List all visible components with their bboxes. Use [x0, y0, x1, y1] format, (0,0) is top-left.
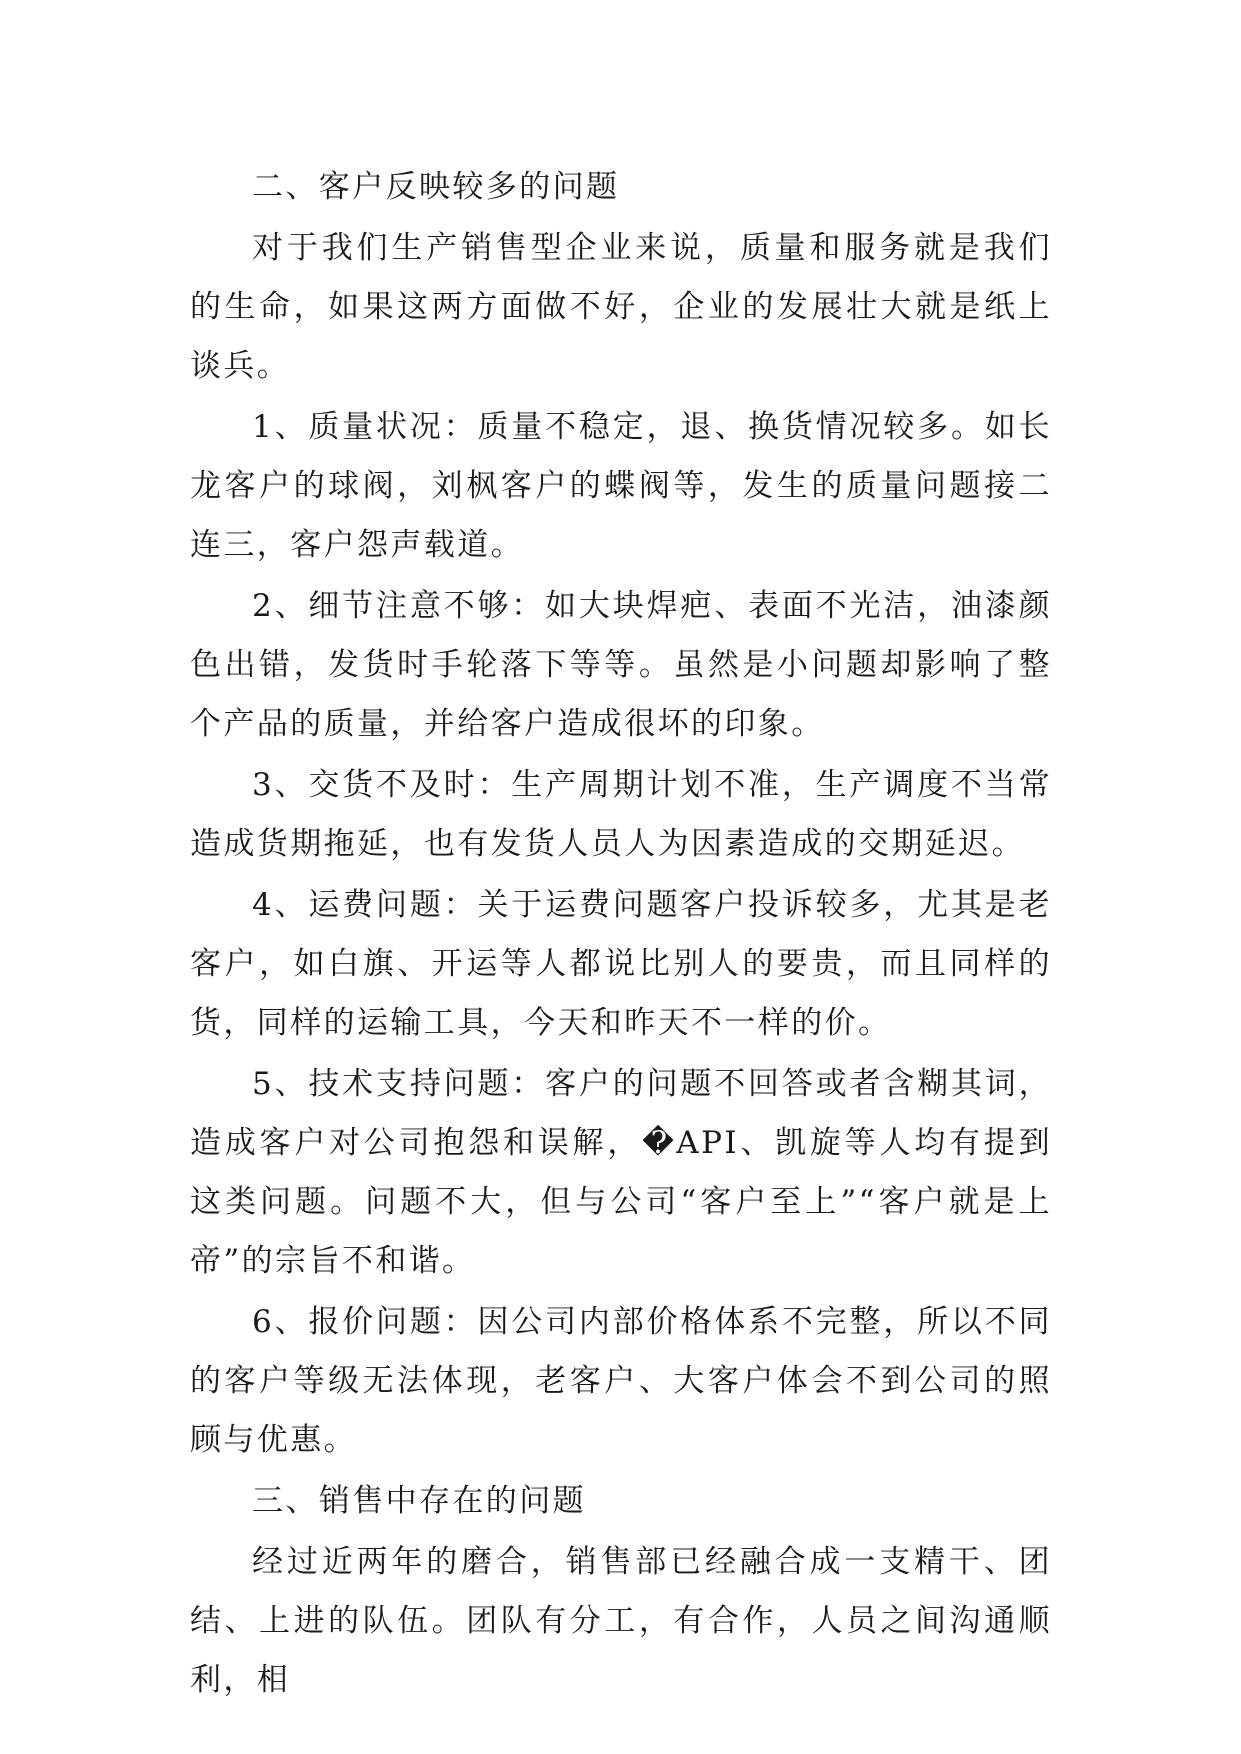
paragraph-team: 经过近两年的磨合，销售部已经融合成一支精干、团结、上进的队伍。团队有分工，有合作，人员之间沟通顺利，相 — [190, 1544, 1052, 1698]
paragraph-tech-support: 5、技术支持问题：客户的问题不回答或者含糊其词，造成客户对公司抱怨和误解，�API、凯旋等人均有提到这类问题。问题不大，但与公司“客户至上”“客户就是上帝”的宗旨不和谐。 — [190, 1066, 1052, 1279]
section-heading-customer-issues: 二、客户反映较多的问题 — [252, 169, 620, 205]
paragraph-freight: 4、运费问题：关于运费问题客户投诉较多，尤其是老客户，如白旗、开运等人都说比别人的要贵，而且同样的货，同样的运输工具，今天和昨天不一样的价。 — [190, 887, 1052, 1041]
section-heading-sales-issues: 三、销售中存在的问题 — [252, 1483, 586, 1519]
paragraph-quotation: 6、报价问题：因公司内部价格体系不完整，所以不同的客户等级无法体现，老客户、大客户体会不到公司的照顾与优惠。 — [190, 1304, 1052, 1458]
document-body — [190, 158, 1052, 1712]
paragraph-quality: 1、质量状况：质量不稳定，退、换货情况较多。如长龙客户的球阀，刘枫客户的蝶阀等，发生的质量问题接二连三，客户怨声载道。 — [190, 409, 1052, 563]
paragraph-intro: 对于我们生产销售型企业来说，质量和服务就是我们的生命，如果这两方面做不好，企业的发展壮大就是纸上谈兵。 — [190, 230, 1052, 384]
paragraph-delivery: 3、交货不及时：生产周期计划不准，生产调度不当常造成货期拖延，也有发货人员人为因素造成的交期延迟。 — [190, 767, 1052, 862]
paragraph-details: 2、细节注意不够：如大块焊疤、表面不光洁，油漆颜色出错，发货时手轮落下等等。虽然是小问题却影响了整个产品的质量，并给客户造成很坏的印象。 — [190, 588, 1052, 742]
